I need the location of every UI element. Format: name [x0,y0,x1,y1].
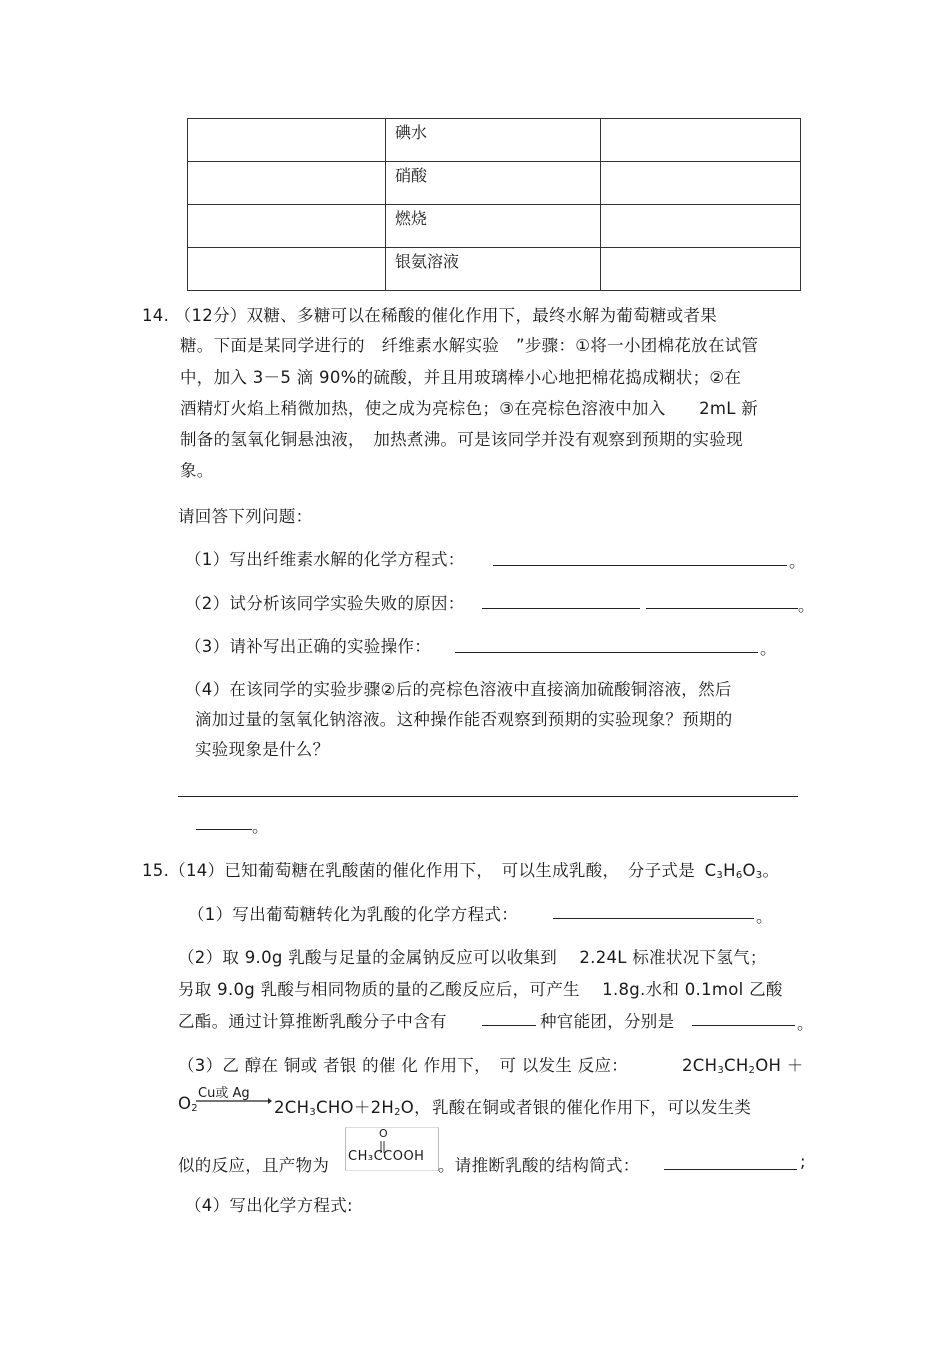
answer-blank[interactable] [493,565,787,566]
q15-sub4: （4）写出化学方程式: [185,1196,353,1215]
answer-blank[interactable] [553,918,754,919]
q14-sub4-line-3: 实验现象是什么？ [195,740,330,759]
end-mark: 。 [789,552,806,571]
q14-sub4-line-1: （4）在该同学的实验步骤②后的亮棕色溶液中直接滴加硫酸铜溶液，然后 [185,680,732,699]
table-cell [601,248,801,291]
q15-sub2-line-1: （2）取 9.0g 乳酸与足量的金属钠反应可以收集到 2.24L 标准状况下氢气； [178,948,767,967]
table-cell [188,119,386,162]
table-cell [188,205,386,248]
q15-sub3-line-2: 乳酸在铜或者银的催化作用下，可以发生类 [432,1098,752,1117]
oxygen-formula: $O_2$ [178,1094,198,1114]
answer-blank[interactable] [664,1169,797,1170]
table-row [188,205,801,248]
answer-blank[interactable] [482,1025,536,1026]
reaction-arrow [196,1082,272,1112]
product-eq: $2CH_3CHO+2H_2O$， [274,1098,431,1118]
end-mark: 。 [252,817,269,836]
q14-line-1: 14. （12分）双糖、多糖可以在稀酸的催化作用下，最终水解为葡萄糖或者果 [142,306,718,325]
table-row [188,162,801,205]
q14-sub4-line-2: 滴加过量的氢氧化钠溶液。这种操作能否观察到预期的实验现象？预期的 [195,710,733,729]
table-cell [601,205,801,248]
table-cell-reagent: 碘水 [386,119,601,162]
answer-blank[interactable] [455,652,758,653]
q14-sub2: （2）试分析该同学实验失败的原因： [185,594,465,613]
q15-sub3-line-1: （3）乙 醇在 铜或 者银 的催 化 作用下， 可 以发生 反应： [178,1056,629,1075]
end-mark: 。 [798,596,815,615]
end-mark: 。 [760,639,777,658]
q14-sub1: （1）写出纤维素水解的化学方程式： [185,550,465,569]
arrow-icon [196,1082,272,1112]
molecular-formula: $C_3H_6O_3$。 [704,861,780,881]
product-formula: CH₃CCOOH [348,1149,425,1164]
end-mark: 。 [797,1014,814,1033]
q14-line-2: 糖。下面是某同学进行的 纤维素水解实验 ”步骤：①将一小团棉花放在试管 [180,336,759,355]
answer-blank[interactable] [646,608,798,609]
product-structure-image [345,1127,439,1171]
q14-prompt: 请回答下列问题： [178,507,313,526]
q15-sub1: （1）写出葡萄糖转化为乳酸的化学方程式： [188,905,518,924]
answer-blank[interactable] [178,796,798,797]
table-row [188,119,801,162]
answer-blank[interactable] [482,608,640,609]
table-cell-reagent: 银氨溶液 [386,248,601,291]
end-mark: 。 [756,907,773,926]
table-cell [601,119,801,162]
q14-line-4: 酒精灯火焰上稍微加热，使之成为亮棕色；③在亮棕色溶液中加入 2mL 新 [180,399,759,418]
q15-sub3-line-3: 似的反应，且产物为 [178,1156,330,1175]
q15-line-1 [142,857,779,881]
table-cell-reagent: 燃烧 [386,205,601,248]
q14-line-3: 中，加入 3－5 滴 90%的硫酸，并且用玻璃棒小心地把棉花捣成糊状；②在 [180,368,742,387]
q15-sub2-mid: 种官能团，分别是 [540,1012,675,1031]
table-cell [188,162,386,205]
end-mark: ; [800,1152,806,1171]
experiment-table [187,118,801,291]
answer-blank[interactable] [196,829,252,830]
carbonyl-oxygen: O [379,1127,388,1140]
q14-line-6: 象。 [180,461,214,480]
table-cell [601,162,801,205]
ethanol-formula: $2CH_3CH_2OH$ ＋ [682,1056,804,1076]
q15-sub2-line-2: 另取 9.0g 乳酸与相同物质的量的乙酸反应后，可产生 1.8g.水和 0.1mol 乙酸 [178,980,783,999]
answer-blank[interactable] [692,1025,795,1026]
table-row [188,248,801,291]
q15-intro: 15.（14）已知葡萄糖在乳酸菌的催化作用下， 可以生成乳酸， 分子式是 [142,861,696,880]
table-cell-reagent: 硝酸 [386,162,601,205]
q15-sub3-line-3b: 。请推断乳酸的结构简式： [438,1156,640,1175]
table-cell [188,248,386,291]
q14-sub3: （3）请补写出正确的实验操作： [185,637,431,656]
q15-sub2-line-3: 乙酯。通过计算推断乳酸分子中含有 [178,1012,447,1031]
q14-line-5: 制备的氢氧化铜悬浊液， 加热煮沸。可是该同学并没有观察到预期的实验现 [180,430,743,449]
catalyst-label: Cu或 Ag [198,1086,250,1101]
